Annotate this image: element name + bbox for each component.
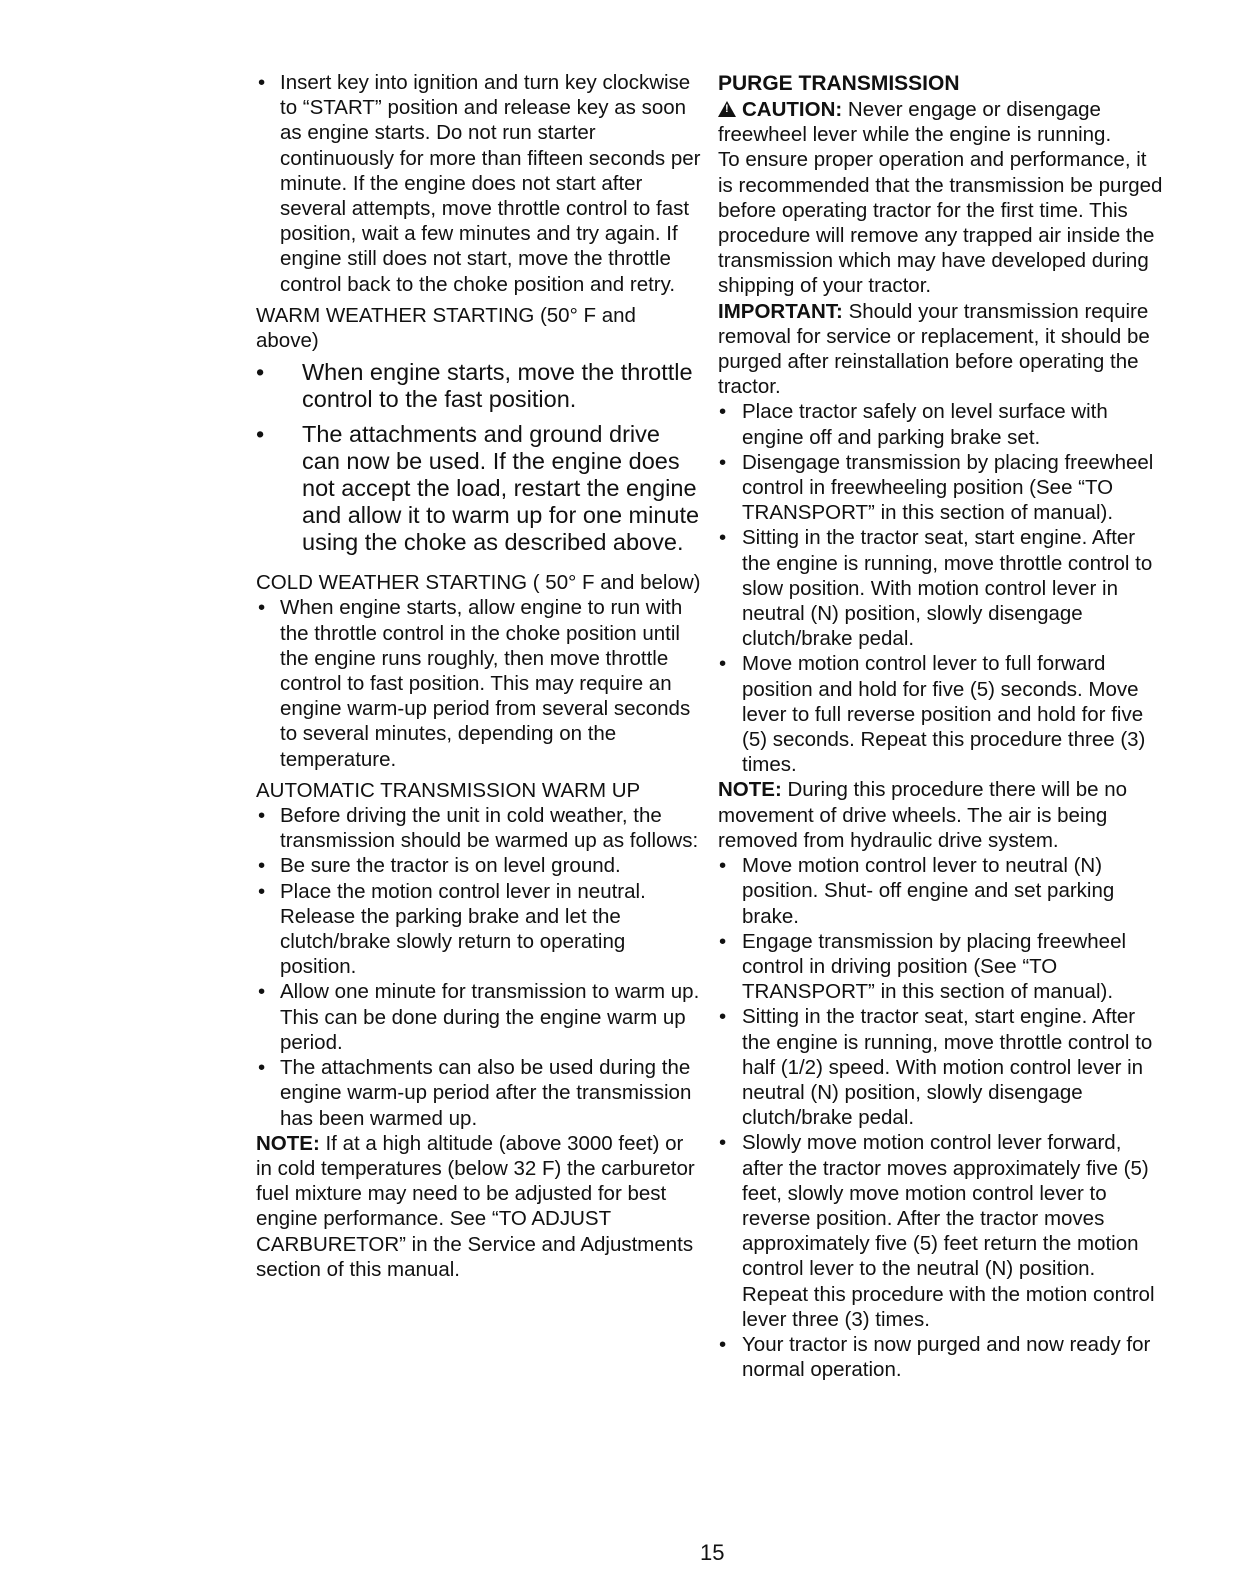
list-item: • When engine starts, allow engine to run with the throttle control in the choke position until the engine runs roughly, then move throttle control to fast position. This may require an engine warm-up period from several seconds to several minutes, depending on the temperature.	[256, 595, 701, 771]
list-item: • Sitting in the tractor seat, start engine. After the engine is running, move throttle control to slow position. With motion control lever in neutral (N) position, slowly disengage clutch/brake pedal.	[718, 525, 1164, 651]
list-item: • Move motion control lever to full forward position and hold for five (5) seconds. Move lever to full reverse position and hold for five (5) seconds. Repeat this procedure three (3) times.	[718, 651, 1164, 777]
important-text: Should your transmission require removal for service or replacement, it should be purged after reinstallation before operating the tractor.	[718, 299, 1150, 399]
purge-steps-list-a	[718, 399, 1164, 777]
list-item: • Insert key into ignition and turn key clockwise to “START” position and release key as soon as engine starts. Do not run starter continuously for more than fifteen seconds per minute. If the engine does not start after several attempts, move throttle control to fast position, wait a few minutes and try again. If engine still does not start, move the throttle control back to the choke position and retry.	[256, 70, 701, 297]
auto-transmission-heading: AUTOMATIC TRANSMISSION WARM UP	[256, 778, 641, 802]
purge-intro: To ensure proper operation and performance, it is recommended that the transmission be purged before operating tractor for the first time. This procedure will remove any trapped air inside the transmission which may have developed during shipping of your tractor.	[718, 148, 1163, 298]
cold-weather-list	[256, 595, 701, 771]
left-column	[256, 70, 701, 1282]
note-label: NOTE:	[256, 1131, 320, 1155]
right-note	[718, 777, 1164, 853]
caution-label: CAUTION:	[742, 98, 843, 121]
list-item: • Sitting in the tractor seat, start engine. After the engine is running, move throttle control to half (1/2) speed. With motion control lever in neutral (N) position, slowly disengage clutch/brake pedal.	[718, 1004, 1164, 1130]
note-label: NOTE:	[718, 778, 782, 802]
important-label: IMPORTANT:	[718, 299, 843, 323]
caution-paragraph	[718, 97, 1164, 147]
list-item: • Before driving the unit in cold weather, the transmission should be warmed up as follows:	[256, 803, 701, 853]
list-item: • Disengage transmission by placing freewheel control in freewheeling position (See “TO TRANSPORT” in this section of manual).	[718, 450, 1164, 526]
left-note	[256, 1131, 701, 1282]
list-item: • Place the motion control lever in neutral. Release the parking brake and let the clutch/brake slowly return to operating position.	[256, 879, 701, 980]
auto-transmission-list	[256, 803, 701, 1131]
list-item: • Be sure the tractor is on level ground.	[256, 853, 701, 878]
purge-steps-list-b	[718, 853, 1164, 1382]
intro-bullet-list	[256, 70, 701, 297]
list-item: • Place tractor safely on level surface with engine off and parking brake set.	[718, 399, 1164, 449]
warm-weather-heading: WARM WEATHER STARTING (50° F and above)	[256, 303, 636, 353]
purge-transmission-heading: PURGE TRANSMISSION	[718, 72, 960, 95]
list-item: • Slowly move motion control lever forward, after the tractor moves approximately five (5) feet, slowly move motion control lever to reverse position. After the tractor moves approximately five (5) feet return the motion control lever to the neutral (N) position. Repeat this procedure with the motion control lever three (3) times.	[718, 1130, 1164, 1332]
page-number: 15	[700, 1540, 725, 1565]
note-text: During this procedure there will be no movement of drive wheels. The air is being removed from hydraulic drive system.	[718, 778, 1128, 852]
list-item: • Allow one minute for transmission to warm up. This can be done during the engine warm up period.	[256, 979, 701, 1055]
list-item: • The attachments can also be used during the engine warm-up period after the transmission has been warmed up.	[256, 1055, 701, 1131]
cold-weather-heading: COLD WEATHER STARTING ( 50° F and below)	[256, 571, 701, 595]
list-item: • Move motion control lever to neutral (N) position. Shut- off engine and set parking brake.	[718, 853, 1164, 929]
right-column	[718, 70, 1164, 1382]
note-text: If at a high altitude (above 3000 feet) or in cold temperatures (below 32 F) the carburetor fuel mixture may need to be adjusted for best engine performance. See “TO ADJUST CARBURETOR” in the Service and Adjustments section of this manual.	[256, 1131, 695, 1281]
list-item: • The attachments and ground drive can now be used. If the engine does not accept the load, restart the engine and allow it to warm up for one minute using the choke as described above.	[256, 421, 701, 556]
list-item: • Engage transmission by placing freewheel control in driving position (See “TO TRANSPORT” in this section of manual).	[718, 929, 1164, 1005]
caution-warning-icon	[718, 101, 736, 117]
list-item: • Your tractor is now purged and now ready for normal operation.	[718, 1332, 1164, 1382]
warm-weather-list	[256, 359, 701, 556]
list-item: • When engine starts, move the throttle control to the fast position.	[256, 359, 701, 413]
important-paragraph	[718, 299, 1164, 400]
caution-text: Never engage or disengage freewheel lever while the engine is running.	[718, 98, 1112, 147]
